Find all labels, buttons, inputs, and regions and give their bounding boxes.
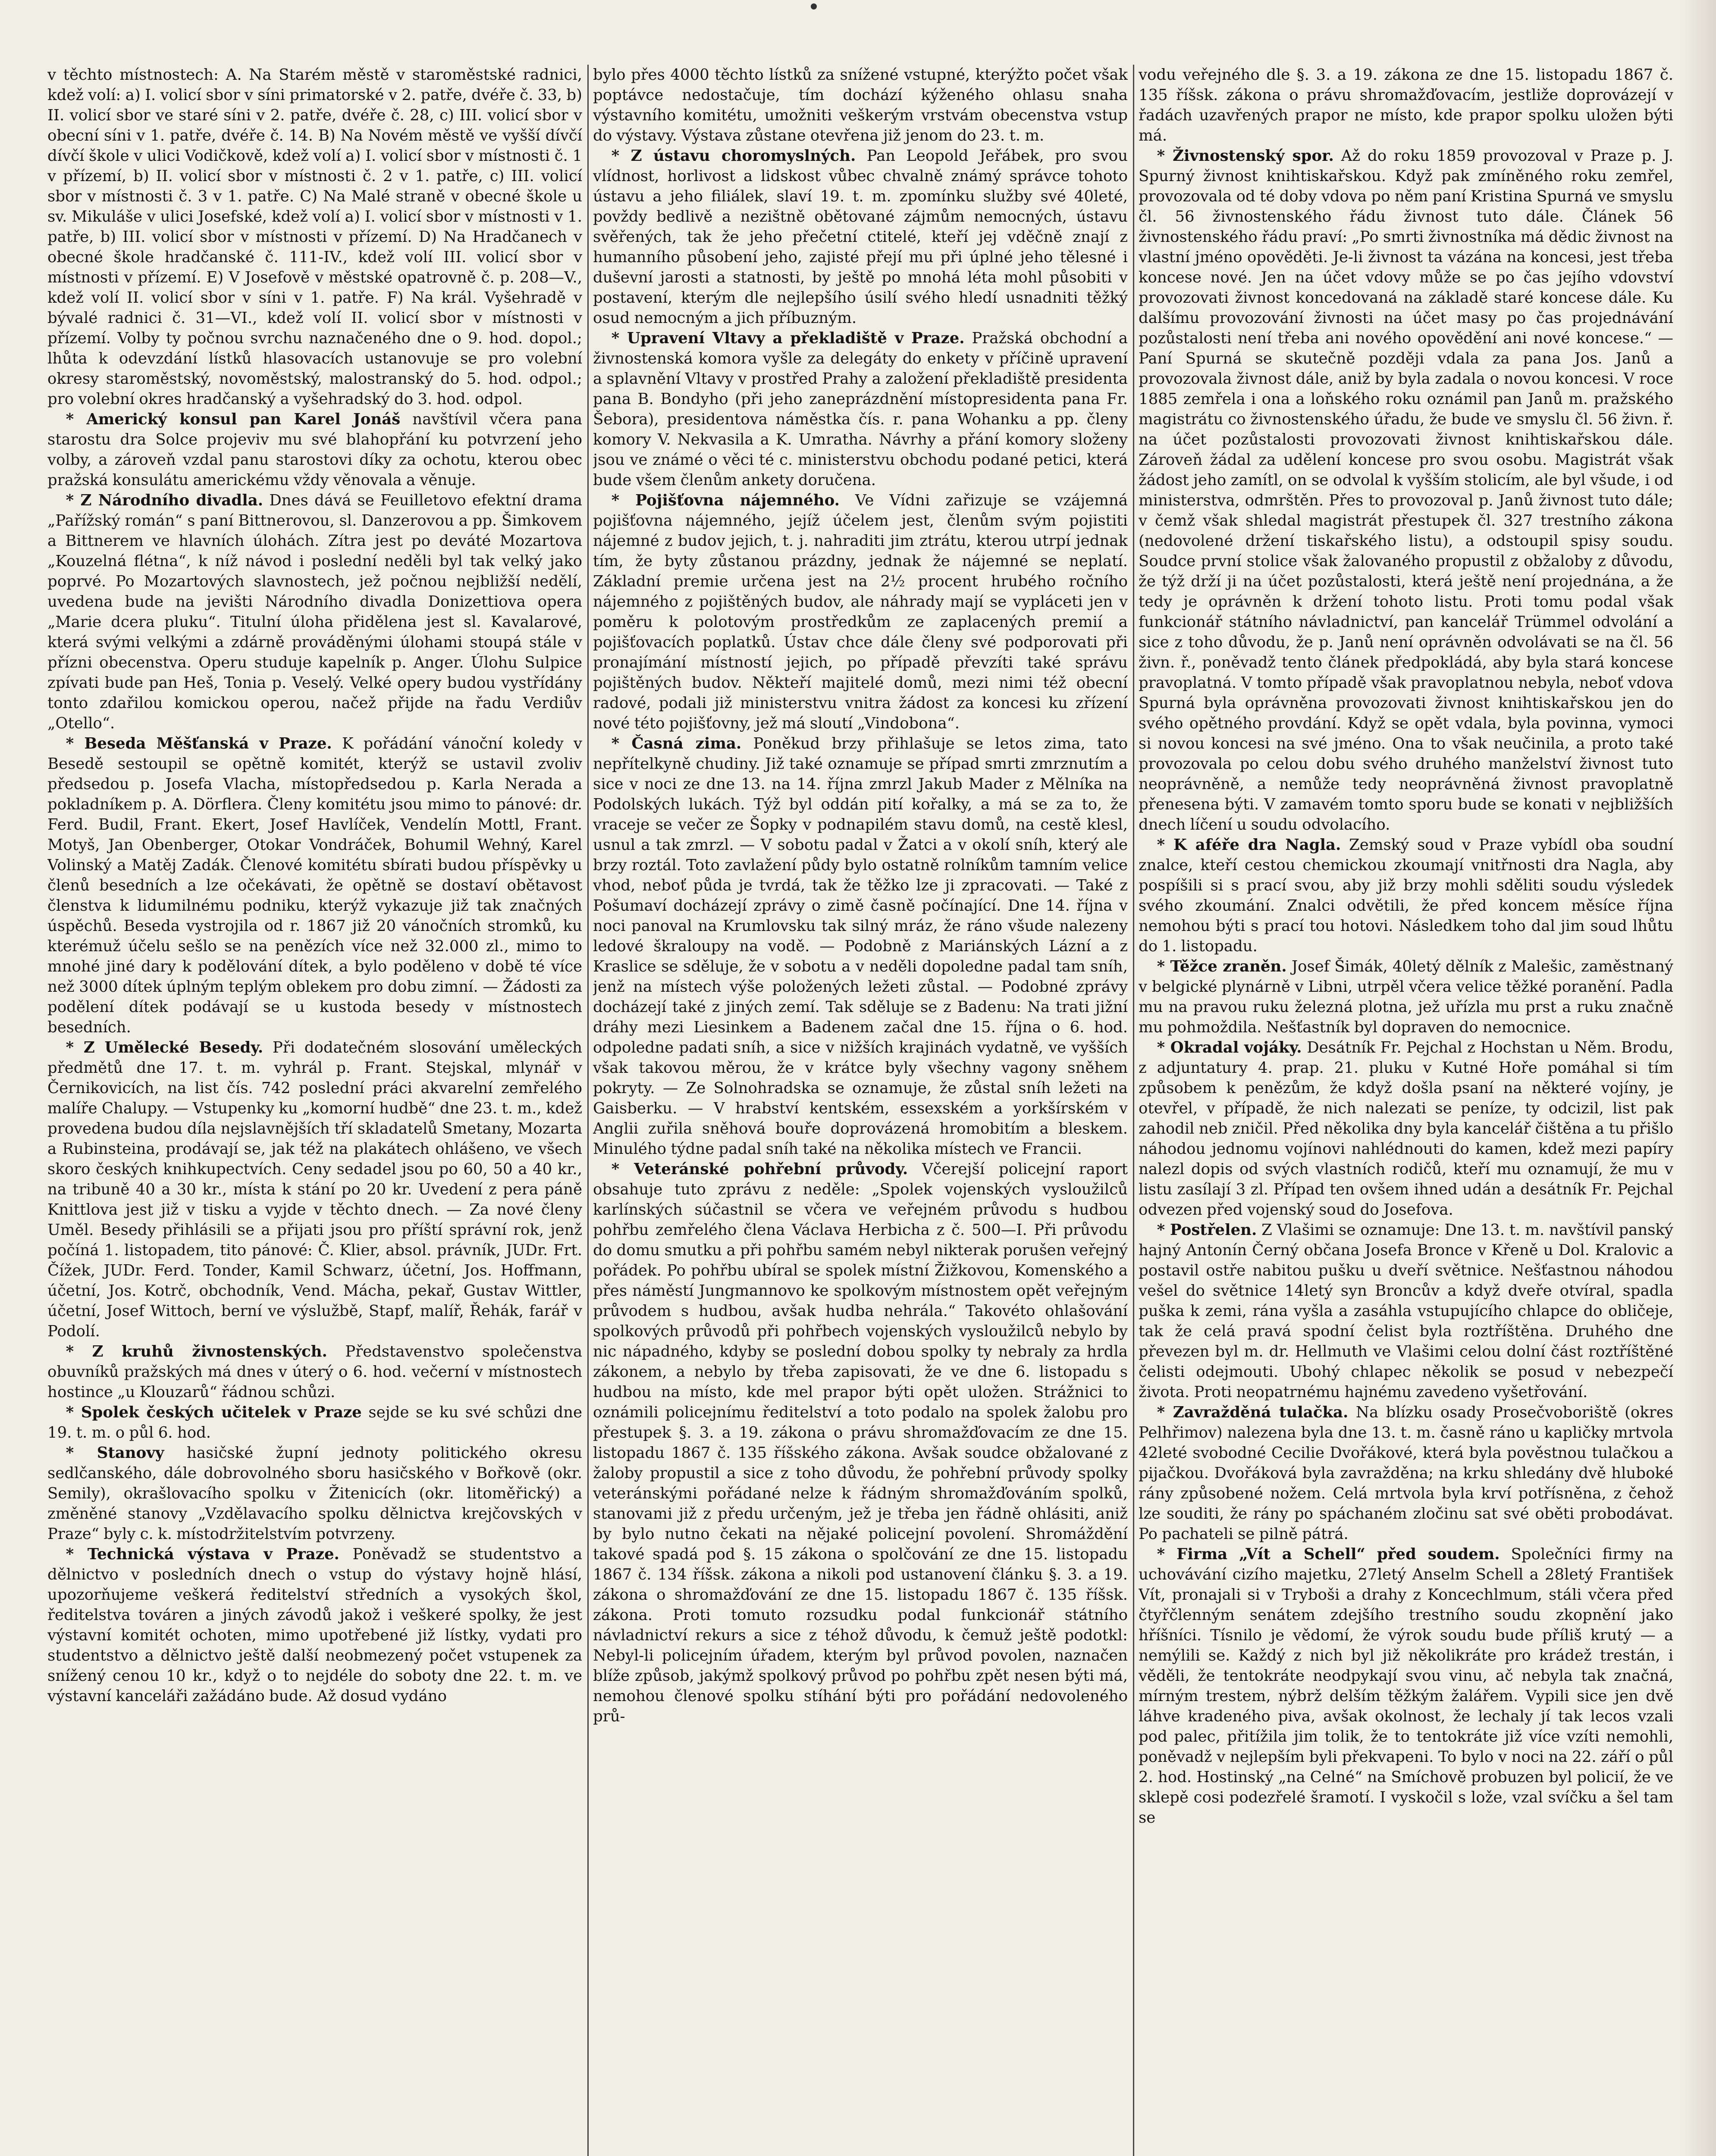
article-paragraph	[593, 146, 1128, 328]
article-heading: * Z ústavu choromyslných.	[611, 147, 856, 165]
article-text: Pan Leopold Jeřábek, pro svou vlídnost, horlivost a lidskost vůbec chvalně známý správce tohoto ústavu a jeho filiálek, slaví 19. t. m. zpomínku služby své 40leté, povždy bedlivě a nezištně obětované zájmům nemocných, ústavu svěřených, tak že jeho přečetní ctitelé, kteří jej vděčně znají z humanního působení jeho, zajisté přejí mu při úplné jeho tělesné i duševní jarosti a statnosti, by ještě po mnohá léta mohl působiti v postavení, kterým dle nejlepšího úsilí svého hledí usnadniti těžký osud nemocným a jich příbuzným.	[593, 147, 1128, 327]
article-text: Včerejší policejní raport obsahuje tuto zprávu z neděle: „Spolek vojenských vysloužilců karlínských súčastnil se včera ve veřejném průvodu s hudbou pohřbu zemřelého člena Václava Herbicha z č. 500—I. Při průvodu do domu smutku a při pohřbu samém nebyl nikterak porušen veřejný pořádek. Po pohřbu ubíral se spolek místní Žižkovou, Komenského a přes náměstí Jungmannovo ke spolkovým místnostem opět veřejným průvodem s hudbou, avšak hudba nehrála.“ Takovéto ohlašování spolkových průvodů při pohřbech vojenských vysloužilců nebylo by nic nápadného, kdyby se poslední dobou spolky ty nebraly za hrdla zákonem, a nebylo by třeba zapisovati, že ve dne 6. listopadu s hudbou na místo, kde mel prapor býti opět uložen. Strážnici to oznámili policejnímu ředitelství a toto podalo na spolek žalobu pro přestupek §. 3. a 19. zákona o právu shromažďovacím ze dne 15. listopadu 1867 č. 135 říšského zákona. Avšak soudce obžalované z žaloby propustil a sice z toho důvodu, že pohřební průvody spolky veteránskými pořádané nelze k řádným shromažďováním spolků, stanovami již z předu určeným, jež je třeba jen řádně ohlásiti, aniž by bylo nutno čekati na nějaké policejní povolení. Shromáždění takové spadá pod §. 15 zákona o spolčování ze dne 15. listopadu 1867 č. 134 říšsk. zákona a nikoli pod ustanovení článku §. 3. a 19. zákona o shromažďování ze dne 15. listopadu 1867 č. 135 říšsk. zákona. Proti tomuto rozsudku podal funkcionář státního návladnictví rekurs a sice z téhož důvodu, k čemuž ještě podotkl: Nebyl-li policejním úřadem, kterým byl průvod povolen, naznačen blíže způsob, jakýmž spolkový průvod po pohřbu zpět nesen býti má, nemohou členové spolku stíhání býti pro pořádání nedovoleného prů-	[593, 1160, 1128, 1725]
article-heading: * Upravení Vltavy a překladiště v Praze.	[611, 329, 965, 347]
column-3	[1139, 65, 1673, 2156]
article-heading: * Stanovy	[66, 1444, 164, 1462]
article-paragraph	[593, 1159, 1128, 1727]
article-paragraph	[47, 1443, 582, 1544]
article-paragraph	[1139, 956, 1673, 1037]
page-edge-shadow	[1681, 0, 1716, 2156]
article-paragraph	[47, 1341, 582, 1402]
article-text: Pražská obchodní a živnostenská komora vyšle za delegáty do enkety v příčině upravení a splavnění Vltavy v prostřed Prahy a založení překladiště presidenta pana B. Bondyho (při jeho zaneprázdnění místopresidenta pana Fr. Šebora), presidentova náměstka čís. r. pana Wohanku a pp. členy komory V. Nekvasila a K. Umratha. Návrhy a přání komory složeny jsou ve známé o věci té c. ministerstvu obchodu podané petici, která bude všem členům ankety doručena.	[593, 329, 1128, 489]
article-paragraph	[47, 1037, 582, 1341]
article-heading: * Beseda Měšťanská v Praze.	[66, 735, 332, 752]
article-paragraph	[47, 409, 582, 490]
article-paragraph	[47, 1544, 582, 1706]
article-paragraph	[593, 328, 1128, 490]
article-heading: * Postřelen.	[1157, 1221, 1257, 1239]
article-text: v těchto místnostech: A. Na Starém městě v staroměstské radnici, kdež volí: a) I. volicí sbor v síni primatorské v 2. patře, dvéře č. 33, b) II. volicí sbor ve staré síni v 2. patře, dvéře č. 28, c) III. volicí sbor v obecní síni v 1. patře, dvéře č. 14. B) Na Novém městě ve vyšší dívčí dívčí škole v ulici Vodičkově, kdež volí a) I. volicí sbor v místnosti č. 1 v přízemí, b) II. volicí sbor v místnosti č. 2 v 1. patře, c) III. volicí sbor v místnosti č. 3 v 1. patře. C) Na Malé straně v obecné škole u sv. Mikuláše v ulici Josefské, kdež volí a) I. volicí sbor v místnosti v 1. patře, b) III. volicí sbor v místnosti v přízemí. D) Na Hradčanech v obecné škole hradčanské č. 111-IV., kdež volí III. volicí sbor v místnosti v přízemí. E) V Josefově v městské opatrovně č. p. 208—V., kdež volí II. volicí sbor v síni v 1. patře. F) Na král. Vyšehradě v bývalé radnici č. 31—VI., kdež volí II. volicí sbor v místnosti v přízemí. Volby ty počnou svrchu naznačeného dne o 9. hod. dopol.; lhůta k odevzdání lístků hlasovacích ustanovuje se pro volební okresy staroměstský, novoměstský, malostranský do 5. hod. odpol.; pro volební okres hradčanský a vyšehradský do 3. hod. odpol.	[47, 66, 582, 408]
article-text: Poněvadž se studentstvo a dělnictvo v posledních dnech o vstup do výstavy hojně hlásí, upozorňujeme veškerá ředitelství středních a vysokých škol, ředitelstva továren a jiných závodů jakož i veškeré spolky, že jest výstavní komitét ochoten, mimo upotřebené již lístky, vydati pro studentstvo a dělnictvo ještě další neobmezený počet vstupenek za snížený cenou 10 kr., když o to nejdéle do soboty dne 22. t. m. ve výstavní kanceláři zažádáno bude. Až dosud vydáno	[47, 1545, 582, 1705]
article-paragraph	[593, 65, 1128, 146]
article-paragraph	[1139, 1402, 1673, 1544]
article-text: Z Vlašimi se oznamuje: Dne 13. t. m. navštívil panský hajný Antonín Černý občana Josefa Bronce v Křeně u Dol. Kralovic a postavil ostře nabitou pušku u dveří světnice. Nešťastnou náhodou vešel do světnice 14letý syn Broncův a když dveře otvíral, spadla puška k zemi, rána vyšla a zasáhla vstupujícího chlapce do obličeje, tak že celá pravá spodní čelist byla roztříštěna. Druhého dne převezen byl m. dr. Hellmuth ve Vlašimi celou dolní část roztříštěné čelisti odejmouti. Ubohý chlapec několik se posud v nebezpečí života. Proti neopatrnému hajnému zavedeno vyšetřování.	[1139, 1221, 1673, 1401]
article-paragraph	[1139, 835, 1673, 956]
article-text: Představenstvo společenstva obuvníků pražských má dnes v úterý o 6. hod. večerní v místnostech hostince „u Klouzarů“ řádnou schůzi.	[47, 1343, 582, 1401]
article-heading: * Americký konsul pan Karel Jonáš	[66, 411, 401, 428]
column-rule	[587, 65, 589, 2156]
article-text: Desátník Fr. Pejchal z Hochstan u Něm. Brodu, z adjuntatury 4. prap. 21. pluku v Kutné Hoře pomáhal si tím způsobem k penězům, že když došla psaní na některé vojíny, je otevřel, v případě, že nich nalezati se peníze, ty odcizil, list pak zahodil neb zničil. Před několika dny byla kancelář čištěna a tu přišlo náhodou jednomu vojínovi nahlédnouti do kamen, kdež mezi papíry nalezl dopis od svých vlastních rodičů, kteří mu oznamují, že mu v listu zasílají 3 zl. Případ ten ovšem ihned udán a desátník Fr. Pejchal odvezen před vojenský soud do Josefova.	[1139, 1039, 1673, 1219]
article-heading: * Z kruhů živnostenských.	[66, 1343, 327, 1360]
column-1	[47, 65, 582, 2156]
article-heading: * Firma „Vít a Schell“ před soudem.	[1157, 1545, 1500, 1563]
article-heading: * Veteránské pohřební průvody.	[611, 1160, 908, 1178]
article-text: sejde se ku své schůzi dne 19. t. m. o půl 6. hod.	[47, 1404, 582, 1442]
article-heading: * Z Národního divadla.	[66, 492, 264, 509]
article-heading: * Okradal vojáky.	[1157, 1039, 1302, 1056]
article-paragraph	[47, 65, 582, 409]
article-heading: * K aféře dra Nagla.	[1157, 836, 1341, 854]
article-text: vodu veřejného dle §. 3. a 19. zákona ze dne 15. listopadu 1867 č. 135 říšsk. zákona o právu shromažďovacím, jestliže doprovázejí v řadách uzavřených prapor ne místo, kde prapor spolku uložen býti má.	[1139, 66, 1673, 144]
article-text: hasičské župní jednoty politického okresu sedlčanského, dále dobrovolného sboru hasičského v Bořkově (okr. Semily), okrašlovacího spolku v Žitenicích (okr. litoměřický) a změněné stanovy „Vzdělavacího spolku dělnictva krejčovských v Praze“ byly c. k. místodržitelstvím potvrzeny.	[47, 1444, 582, 1543]
article-text: bylo přes 4000 těchto lístků za snížené vstupné, kterýžto počet však poptávce nedostačuje, tím dochází kýženého ohlasu snaha výstavního komitétu, umožniti veškerým vrstvám obecenstva vstup do výstavy. Výstava zůstane otevřena již jenom do 23. t. m.	[593, 66, 1128, 144]
article-paragraph	[1139, 1037, 1673, 1220]
article-text: Při dodatečném slosování uměleckých předmětů dne 17. t. m. vyhrál p. Frant. Stejskal, mlynář v Černikovicích, na list čís. 742 poslední práci akvarelní zemřelého malíře Chalupy. — Vstupenky ku „komorní hudbě“ dne 23. t. m., kdež provedena budou díla nejslavnějších tří skladatelů Smetany, Mozarta a Rubinsteina, prodávají se, jak též na plakátech ohlášeno, ve všech skoro českých knihkupectvích. Ceny sedadel jsou po 60, 50 a 40 kr., na tribuně 40 a 30 kr., místa k stání po 20 kr. Uvedení z pera páně Knittlova jest již v tisku a vyjde v těchto dnech. — Za nové členy Uměl. Besedy přihlásili se a přijati jsou pro příští správní rok, jenž počíná 1. listopadem, tito pánové: Č. Klier, absol. právník, JUDr. Frt. Čížek, JUDr. Ferd. Tonder, Kamil Schwarz, účetní, Jos. Hoffmann, účetní, Jos. Kotrč, obchodník, Vend. Mácha, pekař, Gustav Wittler, účetní, Josef Wittoch, berní ve výslužbě, Stapf, malíř, Řehák, farář v Podolí.	[47, 1039, 582, 1340]
article-heading: * Časná zima.	[611, 735, 742, 752]
article-paragraph	[1139, 1544, 1673, 1828]
article-text: Na blízku osady Prosečvoboriště (okres Pelhřimov) nalezena byla dne 13. t. m. časně ráno u kapličky mrtvola 42leté svobodné Cecilie Dvořákové, která byla pověstnou tulačkou a pijačkou. Dvořáková byla zavražděna; na krku shledány dvě hluboké rány způsobené nožem. Celá mrtvola byla krví potřísněna, z čehož lze souditi, že rány po spáchaném zločinu sat své oběti probodávat. Po pachateli se pilně pátrá.	[1139, 1404, 1673, 1543]
article-paragraph	[47, 733, 582, 1037]
article-paragraph	[593, 733, 1128, 1159]
article-paragraph	[1139, 146, 1673, 835]
printer-mark	[811, 3, 817, 9]
article-text: Společníci firmy na uchovávání cizího majetku, 27letý Anselm Schell a 28letý František Vít, pronajali si v Tryboši a drahy z Koncechlmum, stáli včera před čtyřčlenným senátem zdejšího trestního soudu zkopnění jako hříšníci. Tísnilo je vědomí, že výrok soudu bude příliš krutý — a nemýlili se. Každý z nich byl již několikráte pro krádež trestán, i věděli, že tentokráte neodpykají svou vinu, ač nebyla tak značná, mírným trestem, nýbrž delším těžkým žalářem. Vypili sice jen dvě láhve kradeného piva, avšak okolnost, že lechaly jí tak lecos vzali pod palec, přitížila jim tolik, že to tentokráte již více vzíti nemohli, poněvadž v nejlepším byli překvapeni. To bylo v noci na 22. září o půl 2. hod. Hostinský „na Celné“ na Smíchově probuzen byl policií, že ve sklepě cosi podezřelé šramotí. I vyskočil s lože, vzal svíčku a šel tam se	[1139, 1545, 1673, 1827]
article-heading: * Živnostenský spor.	[1157, 147, 1334, 165]
article-paragraph	[47, 1402, 582, 1443]
article-paragraph	[1139, 1220, 1673, 1402]
article-text: navštívil včera pana starostu dra Solce projeviv mu své blahopřání ku potvrzení jeho volby, a zároveň vzdal panu starostovi díky za ochotu, kterou obec pražská konsulátu americkému vždy věnovala a věnuje.	[47, 411, 582, 489]
article-text: Poněkud brzy přihlašuje se letos zima, tato nepřítelkyně chudiny. Již také oznamuje se případ smrti zmrznutím a sice v noci ze dne 13. na 14. října zmrzl Jakub Mader z Mělníka na Podolských lukách. Týž byl oddán pití kořalky, a má se za to, že vraceje se večer ze Šopky v podnapilém stavu domů, na cestě klesl, usnul a tak zmrzl. — V sobotu padal v Žatci a v okolí sníh, který ale brzy roztál. Toto zavlažení půdy bylo ostatně rolníkům tamním velice vhod, neboť půda je tvrdá, tak že těžko lze ji zpracovati. — Také z Pošumaví docházejí zprávy o zimě časně počínající. Dne 14. října v noci panoval na Krumlovsku tak silný mráz, že ráno všude nalezeny ledové škraloupy na vodě. — Podobně z Mariánských Lázní a z Kraslice se sděluje, že v sobotu a v neděli dopoledne padal tam sníh, jenž na místech výše položených ležeti zůstal. — Podobné zprávy docházejí také z jiných zemí. Tak sděluje se z Badenu: Na trati jižní dráhy mezi Liesinkem a Badenem začal dne 15. října o 6. hod. odpoledne padati sníh, a sice v nižších krajinách vydatně, ve vyšších však takovou měrou, že v krátce byly všechny vagony sněhem pokryty. — Ze Solnohradska se oznamuje, že zůstal sníh ležeti na Gaisberku. — V hrabství kentském, essexském a yorkšírském v Anglii zuřila sněhová bouře doprovázená hromobitím a bleskem. Minulého týdne padal sníh také na několika místech ve Francii.	[593, 735, 1128, 1158]
article-heading: * Pojišťovna nájemného.	[611, 492, 840, 509]
column-rule	[1133, 65, 1134, 2156]
article-text: Ve Vídni zařizuje se vzájemná pojišťovna nájemného, jejíž účelem jest, členům svým pojistiti nájemné z budov jejich, t. j. nahraditi jim ztrátu, kterou utrpí jednak tím, že byty zůstanou prázdny, jednak že nájemné se neplatí. Základní premie určena jest na 2½ procent hrubého ročního nájemného z pojištěných budov, ale náhrady mají se vypláceti jen v poměru k polotovým prostředkům ze zaplacených premií a pojišťovacích poplatků. Ústav chce dále členy své podporovati při pronajímání místností jejich, po případě převzíti také správu pojištěných budov. Někteří majitelé domů, mezi nimi též obecní radové, podali již ministerstvu vnitra žádost za koncesi ku zřízení nové této pojišťovny, jež má sloutí „Vindobona“.	[593, 492, 1128, 732]
article-paragraph	[1139, 65, 1673, 146]
article-paragraph	[47, 490, 582, 733]
article-heading: * Těžce zraněn.	[1157, 958, 1287, 975]
article-text: Až do roku 1859 provozoval v Praze p. J. Spurný živnost knihtiskařskou. Když pak zmíněného roku zemřel, provozovala od té doby vdova po něm paní Kristina Spurná ve smyslu čl. 56 živnostenského řádu živnost tuto dále. Článek 56 živnostenského řádu praví: „Po smrti živnostníka má dědic živnost na vlastní jméno opověděti. Je-li živnost ta vázána na koncesi, jest třeba koncese nové. Jen na účet vdovy může se po čas jejího vdovství provozovati živnost koncedovaná na základě staré koncese dále. Ku dalšímu provozování živnosti na účet masy po čas projednávání pozůstalosti není třeba ani nového opovědění ani nové koncese.“ — Paní Spurná se skutečně později vdala za pana Jos. Janů a provozovala živnost dále, aniž by byla zadala o novou koncesi. V roce 1885 zemřela i ona a loňského roku oznámil pan Janů m. pražského magistrátu co živnostenského úřadu, že bude ve smyslu čl. 56 živn. ř. na účet pozůstalosti provozovati živnost knihtiskařskou dále. Zároveň žádal za udělení koncese pro svou osobu. Magistrát však žádost jeho zamítl, on se odvolal k vyšším stolicím, ale byl všude, i od ministerstva, odmrštěn. Přes to provozoval p. Janů živnost tuto dále; v čemž však shledal magistrát přestupek čl. 327 trestního zákona (nedovolené držení tiskařského listu), a odstoupil spisy soudu. Soudce první stolice však žalovaného propustil z obžaloby z důvodu, že týž drží ji na účet pozůstalosti, která ještě není projednána, a že tedy je oprávněn k držení tohoto listu. Proti tomu podal však funkcionář státního návladnictví, pan kancelář Trümmel odvolání a sice z toho důvodu, že p. Janů není oprávněn odvolávati se na čl. 56 živn. ř., poněvadž tento článek předpokládá, aby byla stará koncese pravoplatná. V tomto případě však pravoplatnou nebyla, neboť vdova Spurná byla oprávněna provozovati živnost knihtiskařskou jen do svého opětného provdání. Když se opět vdala, byla povinna, vymoci si novou koncesi na své jméno. Ona to však neučinila, a proto také provozovala po celou dobu svého druhého manželství živnost tuto neoprávněně, a nemůže tedy neoprávněná živnost pravoplatně přenesena býti. V zamavém tomto sporu bude se konati v nejbližších dnech líčení u soudu odvolacího.	[1139, 147, 1673, 834]
article-text: Josef Šimák, 40letý dělník z Malešic, zaměstnaný v belgické plynárně v Libni, utrpěl včera velice těžké poranění. Padla mu na pravou ruku železná plotna, jež uřízla mu prst a ruku značně mu pohmoždila. Nešťastník byl dopraven do nemocnice.	[1139, 958, 1673, 1036]
article-text: Zemský soud v Praze vybídl oba soudní znalce, kteří cestou chemickou zkoumají vnitřnosti dra Nagla, aby pospíšili si s prací svou, aby již brzy mohli sděliti soudu výsledek svého zkoumání. Znalci odvětili, že před koncem měsíce října nemohou býti s prací tou hotovi. Následkem toho dal jim soud lhůtu do 1. listopadu.	[1139, 836, 1673, 955]
column-2	[593, 65, 1128, 2156]
article-heading: * Zavražděná tulačka.	[1157, 1404, 1349, 1421]
article-text: Dnes dává se Feuilletovo efektní drama „Pařížský román“ s paní Bittnerovou, sl. Danzerovou a pp. Šimkovem a Bittnerem ve hlavních úlohách. Zítra jest po deváté Mozartova „Kouzelná flétna“, k níž návod i poslední neděli byl tak velký jako poprvé. Po Mozartových slavnostech, jež počnou nejbližší nedělí, uvedena bude na jevišti Národního divadla Donizettiova opera „Marie dcera pluku“. Titulní úloha přidělena jest sl. Kavalarové, která svými velkými a zdárně prováděnými úlohami stoupá stále v přízni obecenstva. Operu studuje kapelník p. Anger. Úlohu Sulpice zpívati bude pan Heš, Tonia p. Veselý. Velké opery budou vystřídány tonto zdařilou komickou operou, načež přijde na řadu Verdiův „Otello“.	[47, 492, 582, 732]
article-text: K pořádání vánoční koledy v Besedě sestoupil se opětně komitét, kterýž se ustavil zvoliv předsedou p. Josefa Vlacha, místopředsedou p. Karla Nerada a pokladníkem p. A. Dörflera. Členy komitétu jsou mimo to pánové: dr. Ferd. Budil, Frant. Ekert, Josef Havlíček, Vendelín Mottl, Frant. Motyš, Jan Obenberger, Otokar Vondráček, Bohumil Wehný, Karel Volinský a Matěj Zadák. Členové komitétu sbírati budou příspěvky u členů besedních a lze očekávati, že opětně se dostaví obětavost členstva k lidumilnému podniku, kterýž vykazuje již tak značných úspěchů. Beseda vystrojila od r. 1867 již 20 vánočních stromků, ku kterémuž účelu sešlo se na penězích více než 32.000 zl., mimo to mnohé jiné dary k podělování dítek, a bylo poděleno v době té více než 3000 dítek úplným teplým oblekem pro dobu zimní. — Žádosti za podělení dítek podávají se u kustoda besedy v místnostech besedních.	[47, 735, 582, 1036]
article-heading: * Technická výstava v Praze.	[66, 1545, 339, 1563]
article-heading: * Z Umělecké Besedy.	[66, 1039, 264, 1056]
article-heading: * Spolek českých učitelek v Praze	[66, 1404, 362, 1421]
article-paragraph	[593, 490, 1128, 733]
